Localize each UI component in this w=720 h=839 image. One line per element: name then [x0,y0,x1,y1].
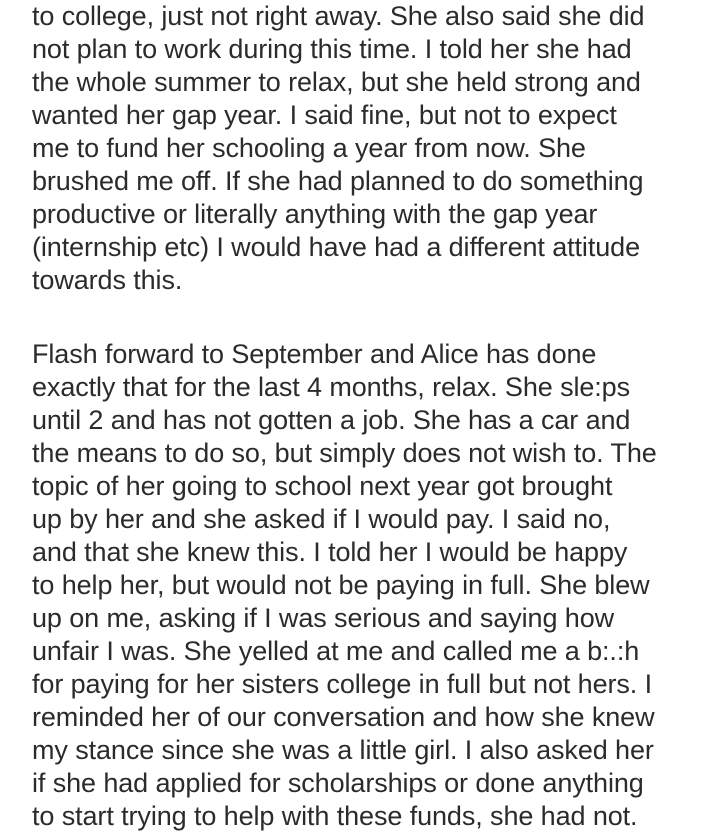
text-line: to start trying to help with these funds, she had not. [32,801,638,831]
text-line: if she had applied for scholarships or done anything [32,768,644,798]
text-line: towards this. [32,265,183,295]
text-line: exactly that for the last 4 months, relax. She sle⁠:ps [32,372,630,402]
paragraph-2 [32,338,712,833]
text-line: not plan to work during this time. I told her she had [32,34,632,64]
text-line: to help her, but would not be paying in full. She blew [32,570,650,600]
text-line: for paying for her sisters college in full but not hers. I [32,669,653,699]
text-line: reminded her of our conversation and how she knew [32,702,655,732]
text-line: my stance since she was a little girl. I also asked her [32,735,654,765]
text-line: topic of her going to school next year got brought [32,471,613,501]
text-line: Flash forward to September and Alice has done [32,339,597,369]
text-line: brushed me off. If she had planned to do something [32,166,644,196]
text-line: (internship etc) I would have had a different attitude [32,232,640,262]
text-line: to college, just not right away. She also said she did [32,1,645,31]
text-line: the whole summer to relax, but she held strong and [32,67,641,97]
document-body [32,0,712,833]
paragraph-1 [32,0,712,297]
text-line: and that she knew this. I told her I would be happy [32,537,628,567]
text-line: up on me, asking if I was serious and saying how [32,603,615,633]
text-line: up by her and she asked if I would pay. I said no, [32,504,611,534]
text-line: until 2 and has not gotten a job. She has a car and [32,405,631,435]
text-line: unfair I was. She yelled at me and called me a b:.:h [32,636,640,666]
text-line: wanted her gap year. I said fine, but not to expect [32,100,617,130]
text-line: me to fund her schooling a year from now. She [32,133,586,163]
text-line: productive or literally anything with the gap year [32,199,598,229]
paragraph-spacer [32,297,712,338]
text-line: the means to do so, but simply does not wish to. The [32,438,657,468]
